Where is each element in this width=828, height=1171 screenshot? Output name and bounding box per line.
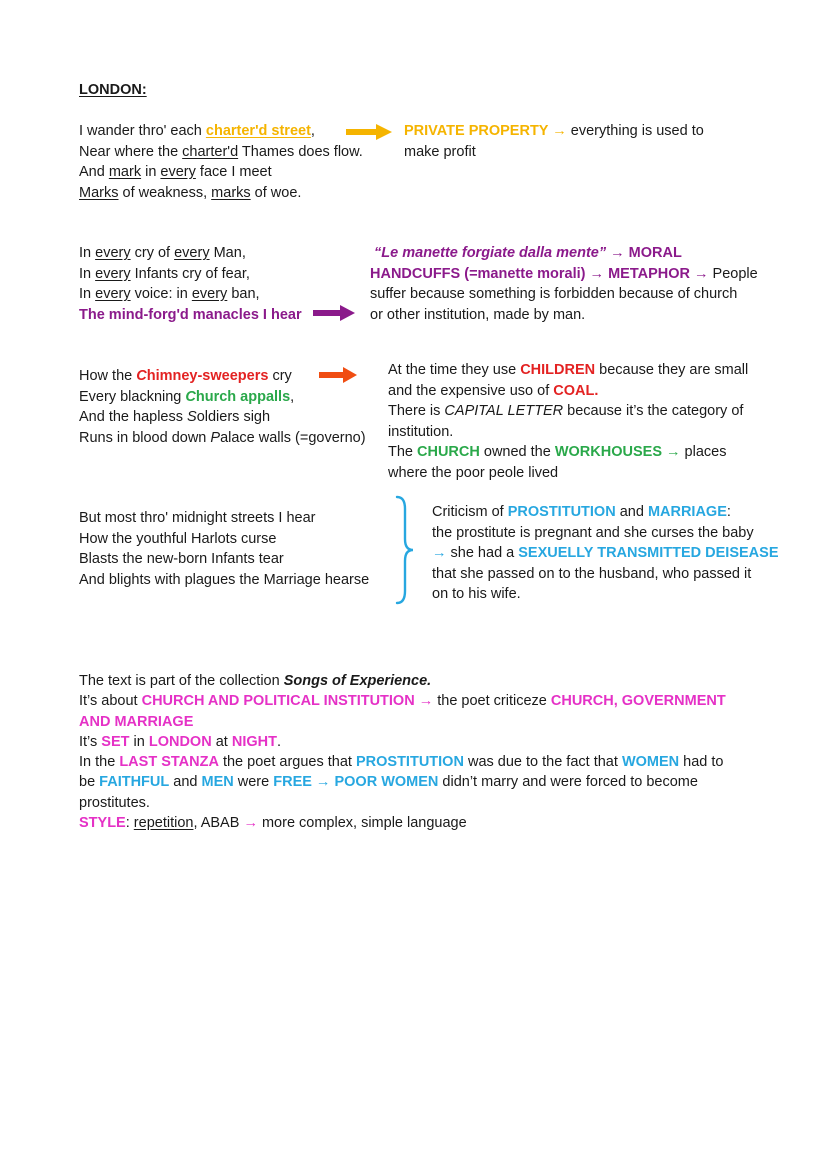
summary [79,671,759,833]
note-3-line-1: At the time they use CHILDREN because they are small [388,362,749,378]
orange-arrow-icon [346,124,392,140]
note-2-line-2: HANDCUFFS (=manette morali) → METAPHOR → People [370,265,758,282]
note-4-line-2: the prostitute is pregnant and she curses the baby [432,524,754,541]
summary-line-4: It’s SET in LONDON at NIGHT. [79,733,281,750]
summary-line-5: In the LAST STANZA the poet argues that PROSTITUTION was due to the fact that WOMEN had to [79,754,724,771]
stanza-2-line-3: In every voice: in every ban, [79,286,260,302]
purple-arrow-icon [313,305,355,321]
note-3-line-6: where the poor peole lived [388,464,559,481]
stanza-1 [79,121,363,203]
stanza-1-note [404,121,704,162]
note-1-line-2: make profit [404,143,476,160]
stanza-4-line-4: And blights with plagues the Marriage hearse [79,571,370,588]
red-arrow-icon [319,367,357,383]
page-title: LONDON: [79,82,147,98]
curly-brace-icon [393,495,417,607]
stanza-3-line-3: And the hapless Soldiers sigh [79,409,271,425]
stanza-2 [79,243,302,325]
stanza-2-line-2: In every Infants cry of fear, [79,265,250,282]
note-4-line-3: → she had a SEXUELLY TRANSMITTED DEISEASE [432,545,779,561]
stanza-4-line-3: Blasts the new-born Infants tear [79,551,284,567]
summary-line-6: be FAITHFUL and MEN were FREE → POOR WOMEN didn’t marry and were forced to become [79,774,698,791]
note-1-line-1: PRIVATE PROPERTY → everything is used to [404,123,704,139]
summary-line-3: AND MARRIAGE [79,713,194,730]
note-4-line-5: on to his wife. [432,586,521,602]
note-2-line-3: suffer because something is forbidden because of church [370,286,738,302]
summary-line-8: STYLE: repetition, ABAB → more complex, simple language [79,815,467,832]
stanza-1-line-4: Marks of weakness, marks of woe. [79,184,302,201]
note-2-line-4: or other institution, made by man. [370,306,586,323]
stanza-3-line-2: Every blackning Church appalls, [79,388,295,405]
note-2-line-1: “Le manette forgiate dalla mente” → MORAL [374,245,682,261]
stanza-4-line-2: How the youthful Harlots curse [79,530,277,547]
summary-line-7: prostitutes. [79,794,150,811]
stanza-4-line-1: But most thro' midnight streets I hear [79,510,316,526]
stanza-3-line-1: How the Chimney-sweepers cry [79,368,292,384]
note-3-line-2: and the expensive uso of COAL. [388,382,599,399]
note-3-line-3: There is CAPITAL LETTER because it’s the category of [388,403,744,419]
stanza-1-line-1: I wander thro' each charter'd street, [79,123,315,139]
stanza-2-line-4: The mind-forg'd manacles I hear [79,306,302,323]
summary-line-2: It’s about CHURCH AND POLITICAL INSTITUTION → the poet criticeze CHURCH, GOVERNMENT [79,693,726,710]
stanza-4-note [432,502,779,605]
note-4-line-4: that she passed on to the husband, who passed it [432,565,752,582]
note-3-line-4: institution. [388,423,454,440]
summary-line-1: The text is part of the collection Songs of Experience. [79,673,432,689]
note-3-line-5: The CHURCH owned the WORKHOUSES → places [388,444,727,460]
stanza-1-line-2: Near where the charter'd Thames does flow. [79,143,363,160]
stanza-4 [79,508,369,590]
stanza-2-note [370,243,758,325]
stanza-2-line-1: In every cry of every Man, [79,245,246,261]
note-4-line-1: Criticism of PROSTITUTION and MARRIAGE: [432,504,731,520]
stanza-1-line-3: And mark in every face I meet [79,164,272,180]
stanza-3-note [388,360,748,483]
stanza-3-line-4: Runs in blood down Palace walls (=governo) [79,429,366,446]
